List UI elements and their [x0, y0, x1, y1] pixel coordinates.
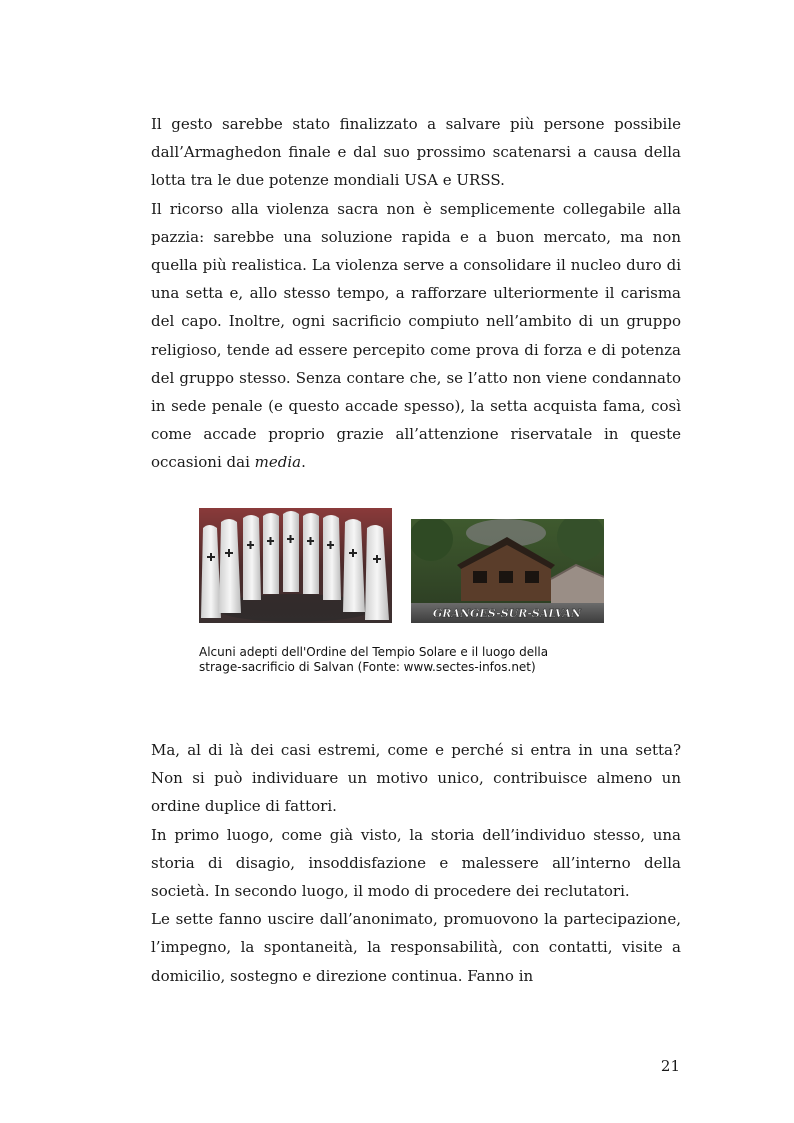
italic-media: media [254, 453, 302, 472]
paragraph-primo-luogo: In primo luogo, come già visto, la storia dell’individuo stesso, una storia di disagio, insoddisfazione e malessere all’interno della società. In secondo luogo, il modo di procedere dei reclutatori. [151, 825, 681, 901]
paragraph-violenza-text: Il ricorso alla violenza sacra non è semplicemente collegabile alla pazzia: sarebbe una soluzione rapida e a buon mercato, ma non quella più realistica. La violenza serve a consolidare il nucleo duro di una setta e, allo stesso tempo, a rafforzare ulteriormente il carisma del capo. Inoltre, ogni sacrificio compiuto nell’ambito di un gruppo religioso, tende ad essere percepito come prova di forza e di potenza del gruppo stesso. Senza contare che, se l’atto non viene condannato in sede penale (e questo accade spesso), la setta acquista fama, così come accade proprio grazie all’attenzione riservatale in queste occasioni dai [151, 199, 681, 472]
figure-photos [199, 508, 609, 624]
page-number: 21 [660, 1057, 680, 1075]
photo-label: GRANGES-SUR-SALVAN [432, 607, 582, 620]
paragraph-casi-estremi: Ma, al di là dei casi estremi, come e perché si entra in una setta? Non si può individuare un motivo unico, contribuisce almeno un ordine duplice di fattori. [151, 741, 681, 816]
caption-line-1: Alcuni adepti dell'Ordine del Tempio Solare e il luogo della [199, 645, 549, 659]
figure-caption [199, 645, 619, 675]
text-block-top [151, 110, 681, 477]
paragraph-armaghedon: Il gesto sarebbe stato finalizzato a salvare più persone possibile dall’Armaghedon finale e dal suo prossimo scatenarsi a causa della lotta tra le due potenze mondiali USA e URSS. [151, 115, 681, 190]
paragraph-violenza-sacra [151, 195, 681, 477]
burned-chalet-photo-icon [411, 519, 604, 623]
paragraph-end-period: . [301, 453, 306, 472]
caption-line-2: strage-sacrificio di Salvan (Fonte: www.sectes-infos.net) [199, 660, 536, 674]
paragraph-sette: Le sette fanno uscire dall’anonimato, promuovono la partecipazione, l’impegno, la spontaneità, la responsabilità, con contatti, visite a domicilio, sostegno e direzione continua. Fanno in [151, 910, 681, 985]
robed-adepts-photo-icon [199, 508, 392, 623]
text-block-bottom [151, 736, 681, 990]
